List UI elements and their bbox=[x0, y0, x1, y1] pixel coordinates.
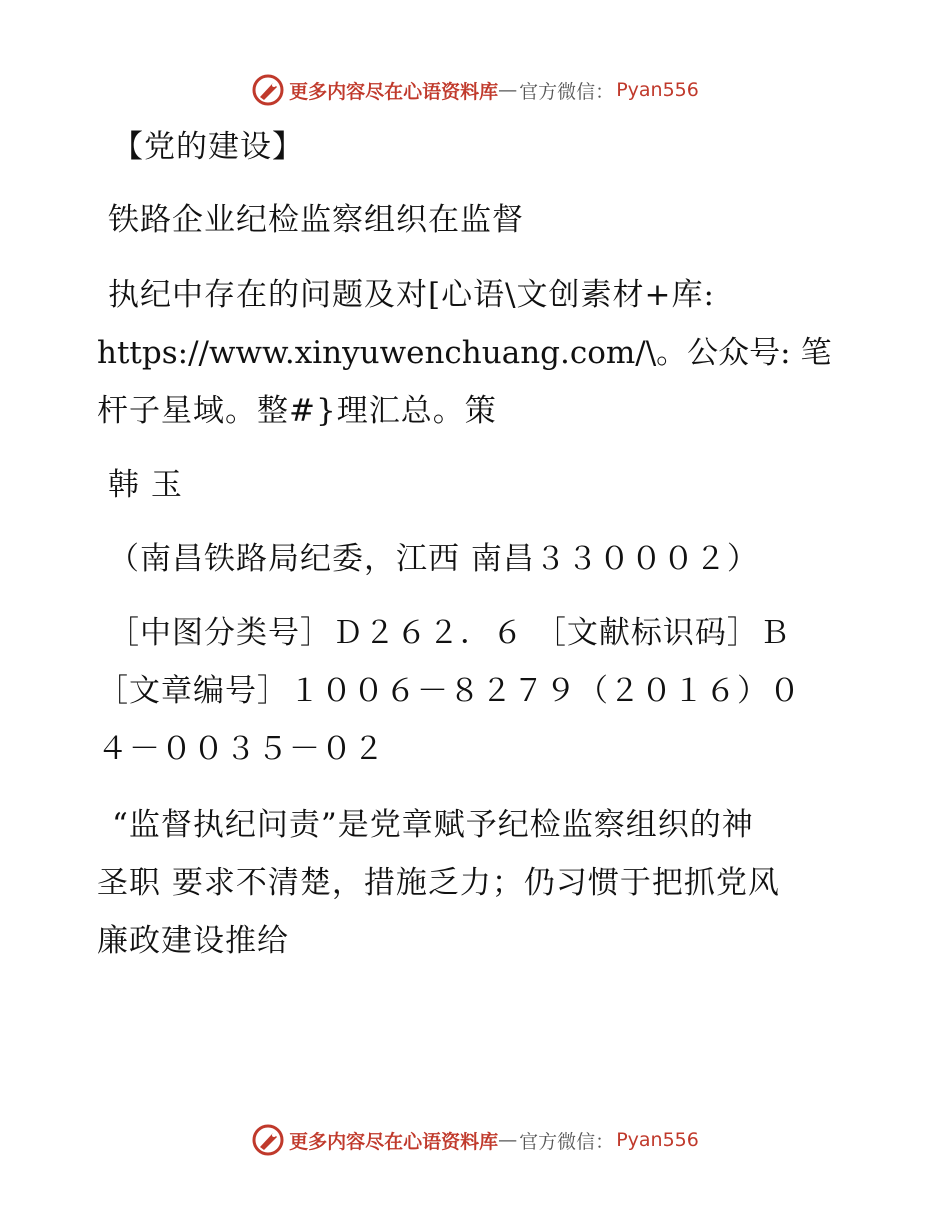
body-line-3: 廉政建设推给 bbox=[97, 923, 289, 959]
header-brand: 更多内容尽在心语资料库 bbox=[289, 80, 499, 103]
pen-nib-logo-icon bbox=[251, 1123, 285, 1157]
classification-line-3: ４－００３５－０２ bbox=[97, 731, 385, 767]
title-line-4: 杆子星域。整#}理汇总。策 bbox=[97, 393, 497, 429]
footer-banner bbox=[0, 1120, 950, 1160]
footer-wechat-label: 官方微信： bbox=[519, 1130, 615, 1153]
title-line-1: 铁路企业纪检监察组织在监督 bbox=[108, 202, 524, 238]
author-affiliation: （南昌铁路局纪委，江西 南昌３３０００２） bbox=[108, 541, 759, 577]
header-separator: — bbox=[498, 79, 518, 101]
section-heading: 【党的建设】 bbox=[112, 129, 304, 165]
author-name: 韩 玉 bbox=[108, 467, 183, 503]
title-line-2: 执纪中存在的问题及对[心语\文创素材+库: bbox=[108, 277, 715, 313]
header-wechat-label: 官方微信： bbox=[519, 80, 615, 103]
footer-wechat-id: Pyan556 bbox=[616, 1129, 699, 1151]
title-line-3: https://www.xinyuwenchuang.com/\。公众号: 笔 bbox=[97, 335, 832, 371]
footer-separator: — bbox=[498, 1129, 518, 1151]
footer-brand: 更多内容尽在心语资料库 bbox=[289, 1130, 499, 1153]
body-line-2: 圣职 要求不清楚，措施乏力；仍习惯于把抓党风 bbox=[97, 865, 780, 901]
classification-line-1: ［中图分类号］Ｄ２６２．６ ［文献标识码］Ｂ bbox=[108, 615, 791, 651]
classification-line-2: ［文章编号］１００６－８２７９（２０１６）０ bbox=[97, 673, 801, 709]
header-wechat-id: Pyan556 bbox=[616, 79, 699, 101]
body-line-1: “监督执纪问责”是党章赋予纪检监察组织的神 bbox=[112, 807, 754, 843]
